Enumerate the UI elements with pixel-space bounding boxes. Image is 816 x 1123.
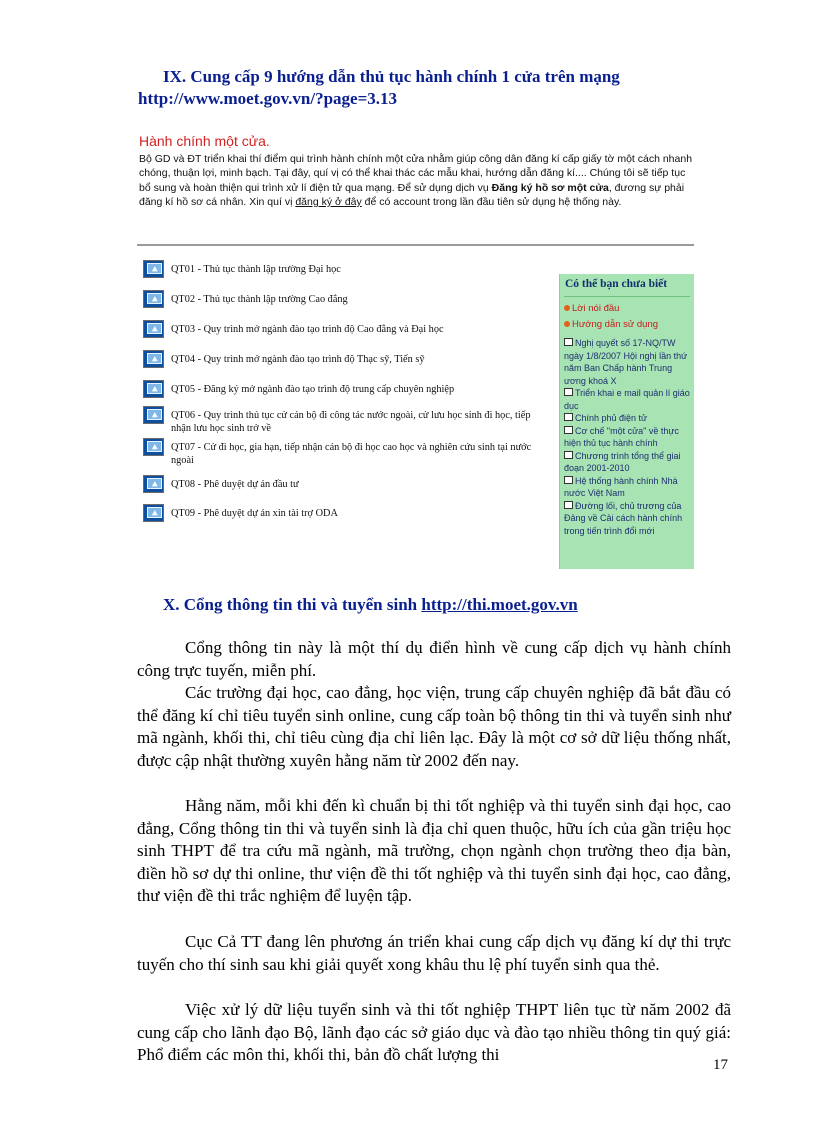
paragraph: Cổng thông tin này là một thí dụ điển hình về cung cấp dịch vụ hành chính công trực tuyến, miễn phí. xyxy=(137,638,731,680)
did-you-know-panel xyxy=(559,274,694,569)
panel-list xyxy=(564,337,692,537)
page-number: 17 xyxy=(713,1057,728,1073)
section-ix-url[interactable]: http://www.moet.gov.vn/?page=3.13 xyxy=(138,89,398,108)
monitor-icon xyxy=(143,475,164,493)
panel-list-item[interactable]: Hệ thống hành chính Nhà nước Việt Nam xyxy=(564,475,678,498)
panel-list-item[interactable]: Triển khai e mail quản lí giáo dục xyxy=(564,388,690,411)
bullet-icon xyxy=(564,321,570,327)
section-ix-title: IX. Cung cấp 9 hướng dẫn thủ tục hành chính 1 cửa trên mạng xyxy=(163,67,620,86)
paragraph: Việc xử lý dữ liệu tuyển sinh và thi tốt nghiệp THPT liên tục từ năm 2002 đã cung cấp cho lãnh đạo Bộ, lãnh đạo các sở giáo dục và đào tạo nhiều thông tin quý giá: Phổ điểm các môn thi, khối thi, bản đồ chất lượng thi xyxy=(137,1000,731,1065)
panel-list-item[interactable]: Chính phủ điện tử xyxy=(564,412,692,425)
screenshot-title: Hành chính một cửa. xyxy=(139,133,270,149)
panel-list-item[interactable]: Cơ chế "một cửa" về thực hiện thủ tục hành chính xyxy=(564,425,679,448)
section-x-url[interactable]: http://thi.moet.gov.vn xyxy=(421,595,578,614)
panel-link-guide[interactable]: Hướng dẫn sử dụng xyxy=(564,319,658,330)
monitor-icon xyxy=(143,320,164,338)
panel-divider xyxy=(564,296,690,297)
monitor-icon xyxy=(143,290,164,308)
document-icon xyxy=(564,338,573,346)
document-icon xyxy=(564,426,573,434)
monitor-icon xyxy=(143,406,164,424)
monitor-icon xyxy=(143,260,164,278)
panel-link-foreword[interactable]: Lời nói đầu xyxy=(564,303,619,314)
section-x-heading xyxy=(163,594,578,616)
panel-list-item[interactable]: Đường lối, chủ trương của Đảng về Cải cách hành chính trong tiến trình đổi mới xyxy=(564,500,683,536)
desc-part2: , đương sự phải đăng kí hồ sơ cá nhân. Xin quí vị xyxy=(139,181,685,208)
desc-part1: Bộ GD và ĐT triển khai thí điểm qui trình hành chính một cửa nhằm giúp công dân đăng kí cấp giấy tờ một cách nhanh chóng, thuận lợi, minh bạch. Tại đây, quí vị có thể khai thác các mẫu khai, hướng dẫn đăng kí.... Chúng tôi sẽ tiếp tục bổ sung và hoàn thiện qui trình xử lí điện tử qua mạng. Để sử dụng dịch vụ xyxy=(139,153,693,194)
document-icon xyxy=(564,388,573,396)
monitor-icon xyxy=(143,504,164,522)
document-icon xyxy=(564,501,573,509)
divider xyxy=(137,244,694,246)
bullet-icon xyxy=(564,305,570,311)
document-icon xyxy=(564,451,573,459)
document-icon xyxy=(564,476,573,484)
register-link[interactable]: đăng ký ở đây xyxy=(295,195,362,208)
desc-part3: để có account trong lần đầu tiên sử dụng hệ thống này. xyxy=(361,195,622,208)
monitor-icon xyxy=(143,438,164,456)
panel-title: Có thể bạn chưa biết xyxy=(565,278,668,290)
paragraph: Các trường đại học, cao đẳng, học viện, trung cấp chuyên nghiệp đã bắt đầu có thể đăng kí chỉ tiêu tuyển sinh online, cung cấp toàn bộ thông tin thi và tuyển sinh như mã ngành, khối thi, chỉ tiêu cùng địa chỉ liên lạc. Đây là một cơ sở dữ liệu thống nhất, được cập nhật thường xuyên hằng năm từ 2002 đến nay. xyxy=(137,683,731,770)
desc-bold: Đăng ký hồ sơ một cửa xyxy=(491,181,609,194)
monitor-icon xyxy=(143,350,164,368)
panel-list-item[interactable]: Chương trình tổng thể giai đoạn 2001-2010 xyxy=(564,450,681,473)
paragraph: Cục Cả TT đang lên phương án triển khai cung cấp dịch vụ đăng kí dự thi trực tuyến cho thí sinh sau khi giải quyết xong khâu thu lệ phí tuyển sinh qua thẻ. xyxy=(137,932,731,974)
panel-list-item[interactable]: Nghị quyết số 17-NQ/TW ngày 1/8/2007 Hội nghị lần thứ năm Ban Chấp hành Trung ương khoá X xyxy=(564,338,688,386)
section-ix-heading xyxy=(138,66,620,110)
one-stop-shop-screenshot: Hành chính một cửa. Bộ GD và ĐT triển khai thí điểm qui trình hành chính một cửa nhằm giúp công dân đăng kí cấp giấy tờ một cách nhanh chóng, thuận lợi, minh bạch. Tại đây, quí vị có thể khai thác các mẫu khai, hướng dẫn đăng kí.... Chúng tôi sẽ tiếp tục bổ sung và hoàn thiện qui trình xử lí điện tử qua mạng. Để sử dụng dịch vụ Đăng ký hồ sơ một cửa, đương sự phải đăng kí hồ sơ cá nhân. Xin quí vị đăng ký ở đây để có account trong lần đầu tiên sử dụng hệ thống này. QT01 - Thủ tục thành lập trường Đại học QT02 - Thủ tục thành lập trường Cao đẳng QT03 - Quy trình mở ngành đào tạo trình độ Cao đẳng và Đại học QT04 - Quy trình mở ngành đào tạo trình độ Thạc sỹ, Tiến sỹ QT05 - Đăng ký mở ngành đào tạo trình độ trung cấp chuyên nghiệp QT06 - Quy trình thủ tục cử cán bộ đi công tác nước ngoài, cử lưu học sinh đi học, tiếp nhận lưu học sinh trở về QT07 - Cử đi học, gia hạn, tiếp nhận cán bộ đi học cao học và nghiên cứu sinh tại nước ngoài QT08 - Phê duyệt dự án đầu tư QT09 - Phê duyệt dự án xin tài trợ ODA Có thể bạn chưa biết Lời nói đầu Hướng dẫn sử dụng Nghị quyết số 17-NQ/TW ngày 1/8/2007 Hội nghị lần thứ năm Ban Chấp hành Trung ương khoá X Triển khai e mail quản lí giáo dục Chính phủ điện tử Cơ chế "một cửa" về thực hiện thủ tục hành chính Chương trình tổng thể giai đoạn 2001-2010 Hệ thống hành chính Nhà nước Việt Nam Đường lối, chủ trương của Đảng về Cải cách hành chính trong tiến trình đổi mới xyxy=(137,130,697,570)
section-x-title: X. Cổng thông tin thi và tuyển sinh xyxy=(163,595,422,614)
monitor-icon xyxy=(143,380,164,398)
paragraph: Hằng năm, mỗi khi đến kì chuẩn bị thi tốt nghiệp và thi tuyển sinh đại học, cao đẳng, Cổng thông tin thi và tuyển sinh là địa chỉ quen thuộc, hữu ích của gần triệu học sinh THPT để tra cứu mã ngành, mã trường, chọn ngành chọn trường theo địa bàn, điền hồ sơ dự thi online, thư viện đề thi tốt nghiệp và thi tuyển sinh đại học, cao đẳng, thư viện đề thi trắc nghiệm để luyện tập. xyxy=(137,796,731,906)
screenshot-description xyxy=(139,152,695,209)
document-icon xyxy=(564,413,573,421)
